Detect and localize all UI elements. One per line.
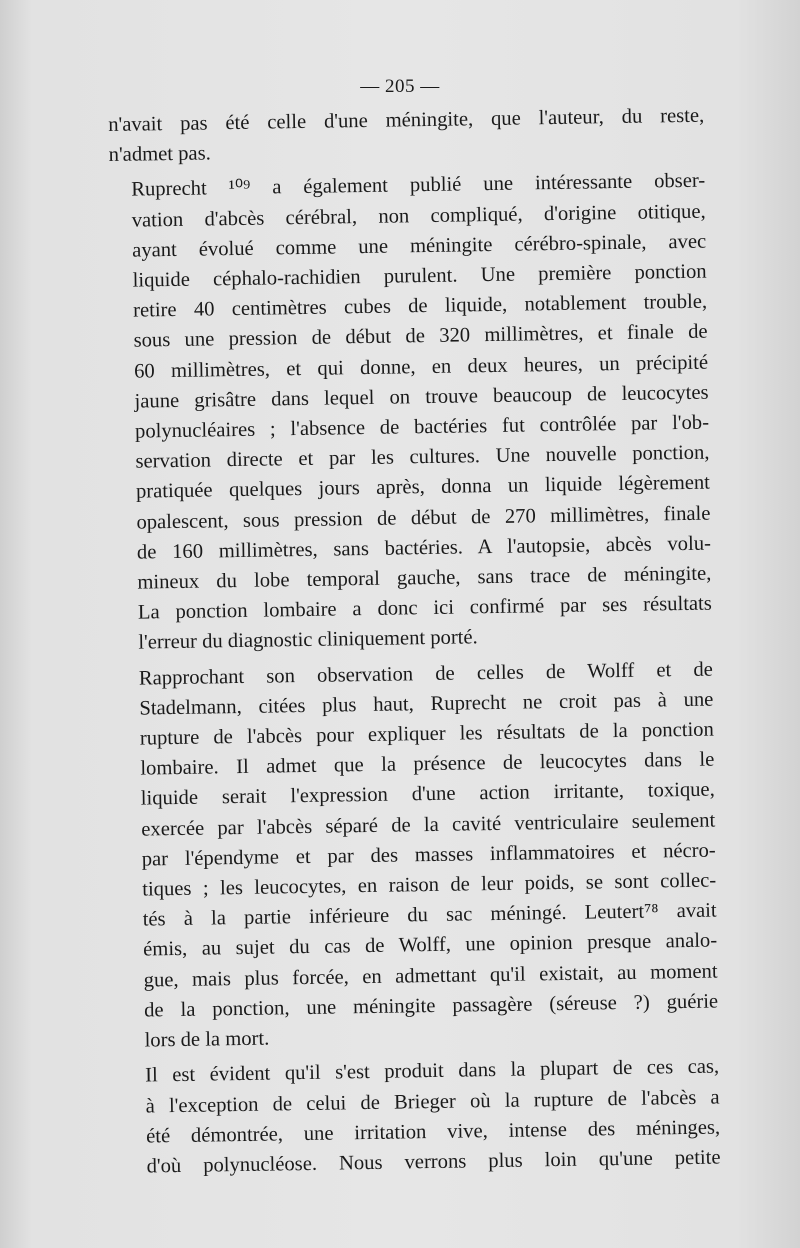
text-line: de 160 millimètres, sans bactéries. A l'autopsie, abcès volu- (136, 532, 712, 564)
text-line: 60 millimètres, et qui donne, en deux heures, un précipité (133, 351, 709, 383)
page-number: — 205 — (360, 76, 440, 97)
text-line: ayant évolué comme une méningite cérébro-spinale, avec (132, 230, 707, 262)
text-line: d'où polynucléose. Nous verrons plus loin qu'une petite (146, 1146, 721, 1178)
text-line: tés à la partie inférieure du sac méningé. Leutert⁷⁸ avait (142, 899, 717, 931)
text-line: lombaire. Il admet que la présence de leucocytes dans le (140, 748, 715, 780)
text-line: de la ponction, une méningite passagère (séreuse ?) guérie (143, 990, 719, 1022)
text-line: vation d'abcès cérébral, non compliqué, d'origine otitique, (131, 200, 706, 232)
text-line: à l'exception de celui de Brieger où la rupture de l'abcès a (145, 1086, 720, 1118)
text-line: Il est évident qu'il s'est produit dans la plupart de ces cas, (145, 1055, 720, 1087)
text-line: exercée par l'abcès séparé de la cavité ventriculaire seulement (141, 809, 716, 841)
text-line: Rapprochant son observation de celles de Wolff et de (138, 658, 714, 690)
text-line: La ponction lombaire a donc ici confirmé par ses résultats (137, 592, 713, 624)
text-line: liquide serait l'expression d'une action irritante, toxique, (140, 779, 715, 811)
text-line: polynucléaires ; l'absence de bactéries fut contrôlée par l'ob- (134, 411, 710, 443)
text-line: jaune grisâtre dans lequel on trouve beaucoup de leucocytes (134, 381, 709, 413)
text-line: opalescent, sous pression de début de 270 millimètres, finale (136, 502, 711, 534)
paragraph-1 (108, 101, 705, 171)
text-line: Stadelmann, citées plus haut, Ruprecht ne croit pas à une (139, 688, 714, 720)
paragraph-3 (117, 654, 719, 1056)
text-line: été démontrée, une irritation vive, intense des méninges, (145, 1116, 721, 1148)
text-line: servation directe et par les cultures. Une nouvelle ponction, (135, 441, 710, 473)
body-text (108, 101, 721, 1187)
paragraph-2 (109, 166, 713, 659)
text-line: n'avait pas été celle d'une méningite, que l'auteur, du reste, (108, 104, 705, 136)
paragraph-4 (123, 1052, 721, 1182)
text-line: sous une pression de début de 320 millimètres, et finale de (133, 321, 708, 353)
text-line: tiques ; les leucocytes, en raison de leur poids, se sont collec- (142, 869, 717, 901)
text-line: lors de la mort. (144, 1027, 270, 1052)
text-line: Ruprecht ¹⁰⁹ a également publié une intéressante obser- (131, 170, 706, 202)
text-line: liquide céphalo-rachidien purulent. Une première ponction (132, 260, 707, 292)
text-line: gue, mais plus forcée, en admettant qu'il existait, au moment (143, 960, 718, 992)
text-line: l'erreur du diagnostic cliniquement porté. (138, 626, 478, 655)
text-line: par l'épendyme et par des masses inflammatoires et nécro- (141, 839, 716, 871)
text-line: retire 40 centimètres cubes de liquide, notablement trouble, (132, 290, 708, 322)
text-line: n'admet pas. (108, 142, 211, 167)
text-line: émis, au sujet du cas de Wolff, une opinion presque analo- (143, 930, 718, 962)
text-line: pratiquée quelques jours après, donna un liquide légèrement (135, 472, 711, 504)
text-line: rupture de l'abcès pour expliquer les résultats de la ponction (139, 718, 714, 750)
text-line: mineux du lobe temporal gauche, sans trace de méningite, (137, 562, 712, 594)
